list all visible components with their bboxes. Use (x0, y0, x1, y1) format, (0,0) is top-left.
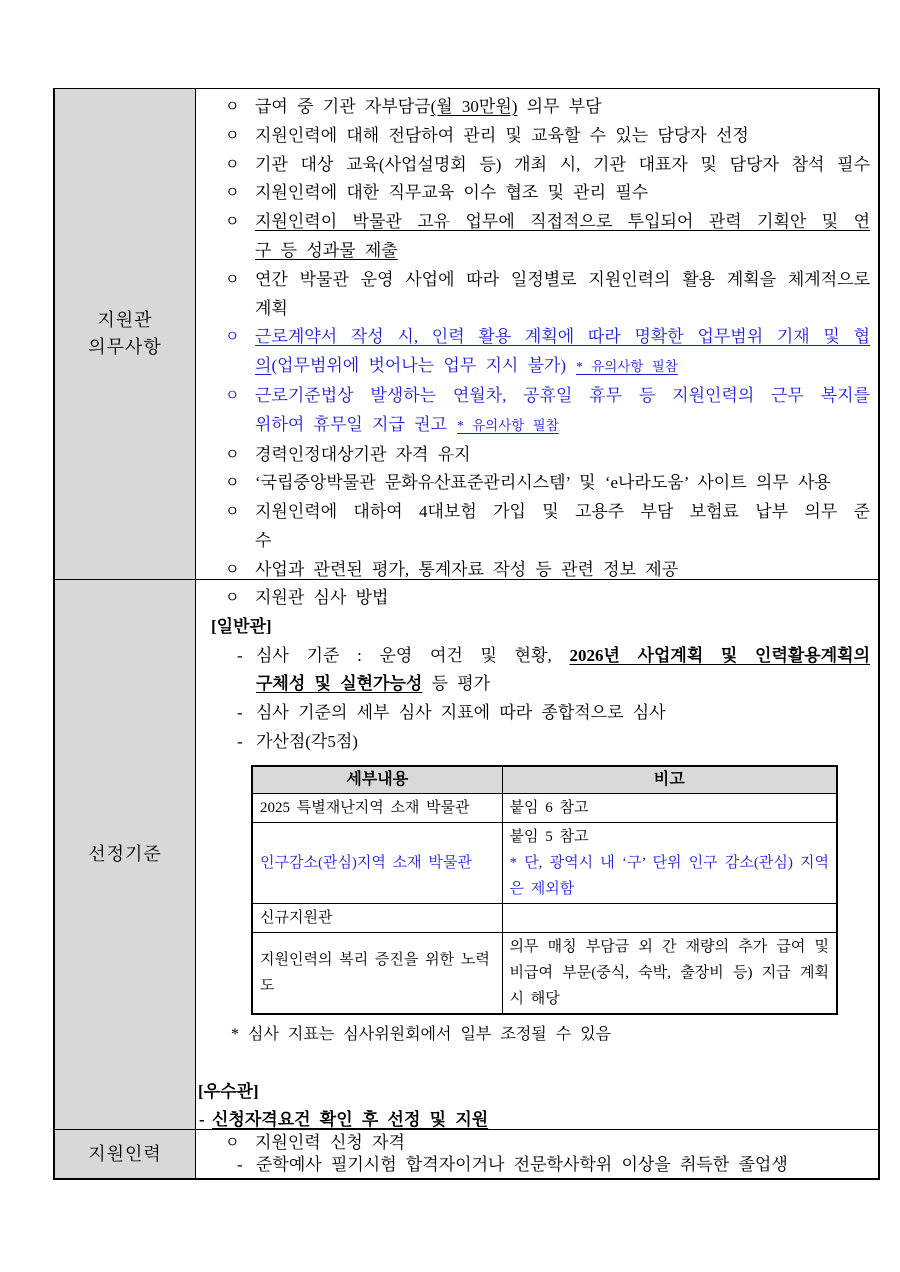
cell-detail: 지원인력의 복리 증진을 위한 노력도 (252, 932, 502, 1014)
item-text: 기관 대상 교육(사업설명회 등) 개최 시, 기관 대표자 및 담당자 참석 필수 (255, 154, 870, 174)
item-text: 지원관 심사 방법 (255, 588, 389, 607)
list-item (211, 151, 870, 180)
item-text-underline: 구 등 성과물 제출 (255, 240, 398, 260)
cell-detail-highlight: 인구감소(관심)지역 소재 박물관 (252, 822, 502, 903)
caution-note: * 유의사항 필참 (456, 417, 559, 433)
dash-bullet: - (237, 703, 243, 723)
row-selection-criteria (55, 579, 878, 1129)
circle-bullet: ㅇ (225, 99, 240, 115)
circle-bullet: ㅇ (225, 590, 240, 606)
cell-remark (502, 903, 837, 932)
item-text: 가산점(각5점) (256, 731, 358, 751)
support-personnel-content (196, 1130, 878, 1178)
circle-bullet: ㅇ (225, 271, 240, 288)
selection-criteria-content (196, 580, 878, 1129)
table-footnote: * 심사 지표는 심사위원회에서 일부 조정될 수 있음 (231, 1025, 612, 1043)
list-item (211, 498, 870, 556)
label-line-1: 선정기준 (88, 844, 162, 864)
remark-line: 붙임 5 참고 (509, 828, 589, 845)
table-row (252, 903, 837, 932)
item-text-emphasis: 신청자격요건 확인 후 선정 및 지원 (212, 1110, 489, 1129)
table-row (252, 932, 837, 1014)
circle-bullet: ㅇ (225, 1135, 240, 1151)
list-item (211, 208, 870, 266)
item-text: 위하여 휴무일 지급 권고 (255, 414, 447, 434)
item-text: 등 평가 (422, 674, 491, 694)
list-item (211, 179, 870, 208)
list-item (211, 584, 870, 613)
column-header-remark: 비고 (502, 766, 837, 794)
item-text: 의무 부담 (517, 97, 602, 116)
dash-bullet: - (237, 645, 243, 665)
item-text: 심사 기준 : 운영 여건 및 현황, (256, 645, 570, 665)
label-line-1: 지원인력 (88, 1143, 162, 1164)
table-header-row (252, 766, 837, 794)
dash-bullet: - (199, 1110, 205, 1129)
sub-list-item (237, 728, 870, 757)
row-label-obligations (55, 89, 196, 579)
item-text: 급여 중 기관 자부담금 (255, 97, 431, 116)
row-support-personnel (55, 1129, 878, 1178)
item-text: 연간 박물관 운영 사업에 따라 일정별로 지원인력의 활용 계획을 체계적으로 계획 (255, 269, 870, 318)
section-heading-general: [일반관] (211, 616, 272, 636)
item-text: 수 (255, 530, 272, 550)
sub-list-item (237, 1154, 870, 1176)
item-text: 지원인력에 대한 직무교육 이수 협조 및 관리 필수 (255, 183, 649, 203)
row-label-support-personnel (55, 1130, 196, 1178)
sub-list-item (237, 642, 870, 700)
dash-bullet: - (237, 731, 243, 751)
list-item (211, 469, 870, 498)
sub-list-item (237, 699, 870, 728)
obligations-content (196, 89, 878, 579)
list-item (211, 1132, 870, 1154)
circle-bullet: ㅇ (225, 185, 240, 202)
item-text: 지원인력에 대하여 4대보험 가입 및 고용주 부담 보험료 납부 의무 준 (255, 502, 870, 522)
cell-remark (502, 822, 837, 903)
row-label-selection-criteria (55, 580, 196, 1129)
cell-detail: 2025 특별재난지역 소재 박물관 (252, 793, 502, 822)
cell-detail: 신규지원관 (252, 903, 502, 932)
circle-bullet: ㅇ (225, 329, 240, 346)
list-item (211, 266, 870, 324)
list-item (211, 93, 870, 122)
item-text-underline: 근로계약서 작성 시, 인력 활용 계획에 따라 명확한 업무범위 기재 및 협 (255, 327, 870, 347)
main-table (53, 88, 880, 1180)
column-header-detail: 세부내용 (252, 766, 502, 794)
list-item-highlight (211, 382, 870, 441)
item-text: 준학예사 필기시험 합격자이거나 전문학사학위 이상을 취득한 졸업생 (256, 1155, 788, 1174)
item-text: ‘국립중앙박물관 문화유산표준관리시스템’ 및 ‘e나라도움’ 사이트 의무 사용 (255, 473, 831, 493)
circle-bullet: ㅇ (225, 387, 240, 404)
circle-bullet: ㅇ (225, 214, 240, 231)
sub-list-item (199, 1106, 870, 1129)
circle-bullet: ㅇ (225, 475, 240, 492)
item-text: 경력인정대상기관 자격 유지 (255, 444, 471, 464)
section-heading-excellent: [우수관] (198, 1081, 259, 1101)
label-line-1: 지원관 (97, 310, 153, 330)
cell-remark: 의무 매칭 부담금 외 간 재량의 추가 급여 및 비급여 부문(중식, 숙박, 출장비 등) 지급 계획 시 해당 (502, 932, 837, 1014)
circle-bullet: ㅇ (225, 561, 240, 578)
bonus-points-table (251, 765, 838, 1015)
item-text: 심사 기준의 세부 심사 지표에 따라 종합적으로 심사 (256, 703, 666, 723)
circle-bullet: ㅇ (225, 156, 240, 173)
remark-note-highlight: * 단, 광역시 내 ‘구’ 단위 인구 감소(관심) 지역은 제외함 (509, 854, 829, 897)
item-text: 근로기준법상 발생하는 연월차, 공휴일 휴무 등 지원인력의 근무 복지를 (255, 385, 870, 405)
item-text-emphasis: 구체성 및 실현가능성 (256, 674, 423, 694)
dash-bullet: - (237, 1155, 243, 1174)
cell-remark: 붙임 6 참고 (502, 793, 837, 822)
circle-bullet: ㅇ (225, 504, 240, 521)
list-item-highlight (211, 323, 870, 382)
item-text: 지원인력 신청 자격 (255, 1133, 405, 1152)
circle-bullet: ㅇ (225, 446, 240, 463)
caution-note: * 유의사항 필참 (576, 359, 678, 375)
row-obligations (55, 89, 878, 579)
table-row (252, 793, 837, 822)
item-text: 지원인력에 대해 전담하여 관리 및 교육할 수 있는 담당자 선정 (255, 125, 749, 145)
list-item (211, 556, 870, 579)
table-row (252, 822, 837, 903)
item-text-underline: 의 (255, 356, 272, 376)
item-text: (업무범위에 벗어나는 업무 지시 불가) (271, 356, 567, 376)
label-line-2: 의무사항 (88, 337, 162, 357)
list-item (211, 122, 870, 151)
list-item (211, 441, 870, 470)
item-text-underline: (월 30만원) (430, 97, 518, 116)
item-text: 사업과 관련된 평가, 통계자료 작성 등 관련 정보 제공 (255, 559, 679, 579)
item-text-underline: 지원인력이 박물관 고유 업무에 직접적으로 투입되어 관력 기획안 및 연 (255, 212, 870, 232)
circle-bullet: ㅇ (225, 127, 240, 144)
item-text-emphasis: 2026년 사업계획 및 인력활용계획의 (569, 645, 870, 665)
